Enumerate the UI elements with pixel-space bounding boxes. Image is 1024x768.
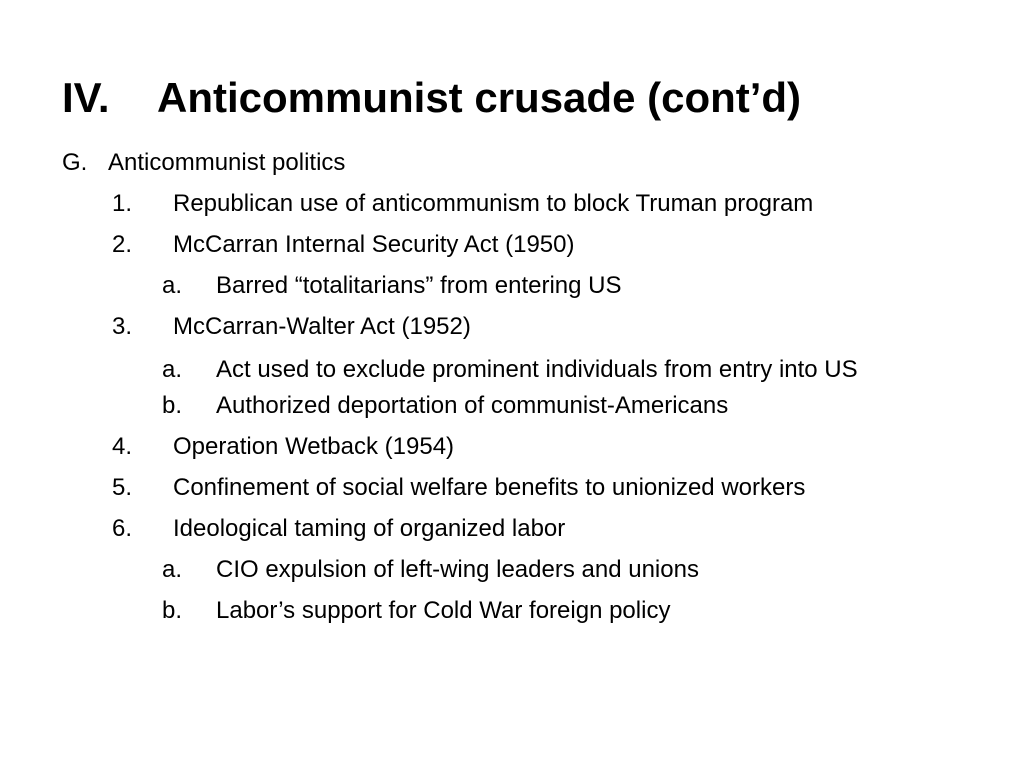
item-marker: 5. <box>112 474 133 501</box>
item-text: McCarran-Walter Act (1952) <box>173 313 471 340</box>
sub-item-marker: a. <box>162 272 183 299</box>
sub-item <box>62 271 936 300</box>
list-item <box>62 432 962 461</box>
sub-item <box>62 391 936 420</box>
item-text: McCarran Internal Security Act (1950) <box>173 231 575 258</box>
slide-title <box>62 70 801 126</box>
sub-item-text: Authorized deportation of communist-Americans <box>216 392 729 419</box>
item-text: Republican use of anticommunism to block Truman program <box>173 190 814 217</box>
list-item <box>62 312 962 341</box>
section-marker: G. <box>62 149 88 176</box>
sub-item-text: Act used to exclude prominent individuals from entry into US <box>216 356 858 383</box>
list-item <box>62 230 962 259</box>
item-text: Confinement of social welfare benefits to unionized workers <box>173 474 806 501</box>
sub-item-marker: b. <box>162 392 183 419</box>
item-marker: 2. <box>112 231 133 258</box>
sub-item <box>62 596 936 625</box>
item-text: Operation Wetback (1954) <box>173 433 455 460</box>
section-text: Anticommunist politics <box>108 149 346 176</box>
item-marker: 3. <box>112 313 133 340</box>
list-item <box>62 514 962 543</box>
sub-item-text: Labor’s support for Cold War foreign policy <box>216 597 671 624</box>
title-number: IV. <box>62 74 110 121</box>
item-text: Ideological taming of organized labor <box>173 515 566 542</box>
sub-item-marker: a. <box>162 556 183 583</box>
list-item <box>62 473 962 502</box>
bullet-list <box>62 148 962 637</box>
sub-item-marker: b. <box>162 597 183 624</box>
list-item <box>62 189 962 218</box>
sub-item <box>62 555 936 584</box>
item-marker: 4. <box>112 433 133 460</box>
title-text: Anticommunist crusade (cont’d) <box>157 74 802 121</box>
sub-item-text: Barred “totalitarians” from entering US <box>216 272 622 299</box>
sub-item-marker: a. <box>162 356 183 383</box>
section-heading <box>62 148 962 177</box>
sub-item-text: CIO expulsion of left-wing leaders and unions <box>216 556 699 583</box>
item-marker: 6. <box>112 515 133 542</box>
item-marker: 1. <box>112 190 133 217</box>
sub-item <box>62 353 936 387</box>
